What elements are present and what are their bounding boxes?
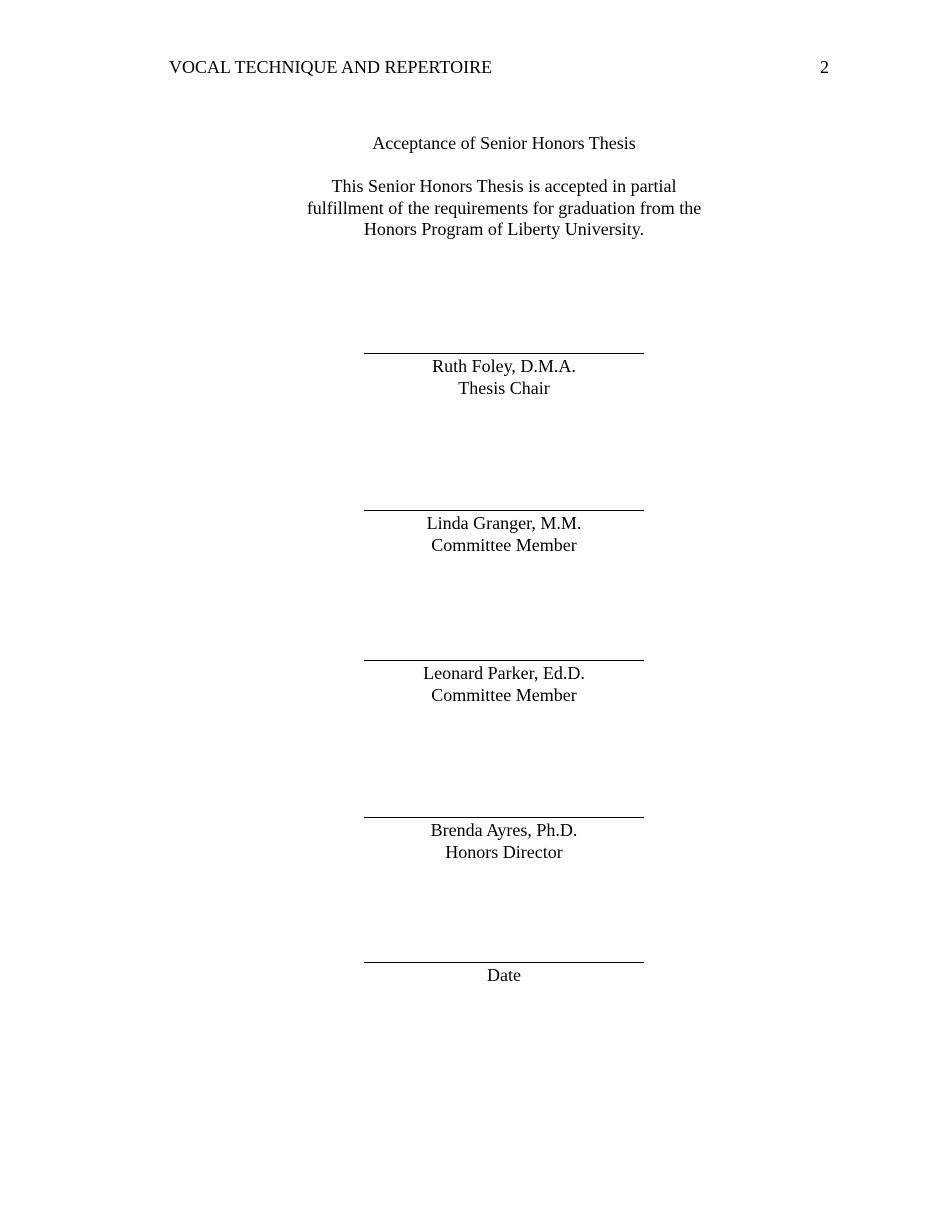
date-block xyxy=(364,962,644,987)
signatory-name: Linda Granger, M.M. xyxy=(426,513,582,533)
page-number: 2 xyxy=(820,57,829,77)
signature-line xyxy=(364,660,644,661)
acceptance-statement xyxy=(0,176,952,241)
signature-line xyxy=(364,510,644,511)
statement-line: Honors Program of Liberty University. xyxy=(363,219,645,239)
signature-block-honors-director xyxy=(364,817,644,863)
signature-block-committee-member-1 xyxy=(364,510,644,556)
date-line xyxy=(364,962,644,963)
signatory-role: Thesis Chair xyxy=(458,377,550,398)
statement-line: This Senior Honors Thesis is accepted in partial xyxy=(331,176,677,196)
running-head: VOCAL TECHNIQUE AND REPERTOIRE xyxy=(169,57,493,77)
signature-line xyxy=(364,353,644,354)
page-title: Acceptance of Senior Honors Thesis xyxy=(372,133,636,153)
statement-line: fulfillment of the requirements for graduation from the xyxy=(306,197,702,218)
signatory-name: Ruth Foley, D.M.A. xyxy=(432,356,576,376)
signature-block-committee-member-2 xyxy=(364,660,644,706)
signatory-role: Committee Member xyxy=(431,684,577,705)
signature-line xyxy=(364,817,644,818)
signatory-role: Honors Director xyxy=(445,841,563,862)
signature-block-thesis-chair xyxy=(364,353,644,399)
signatory-name: Leonard Parker, Ed.D. xyxy=(423,663,585,683)
signatory-role: Committee Member xyxy=(431,534,577,555)
signatory-name: Brenda Ayres, Ph.D. xyxy=(430,820,578,840)
date-label: Date xyxy=(487,965,521,985)
